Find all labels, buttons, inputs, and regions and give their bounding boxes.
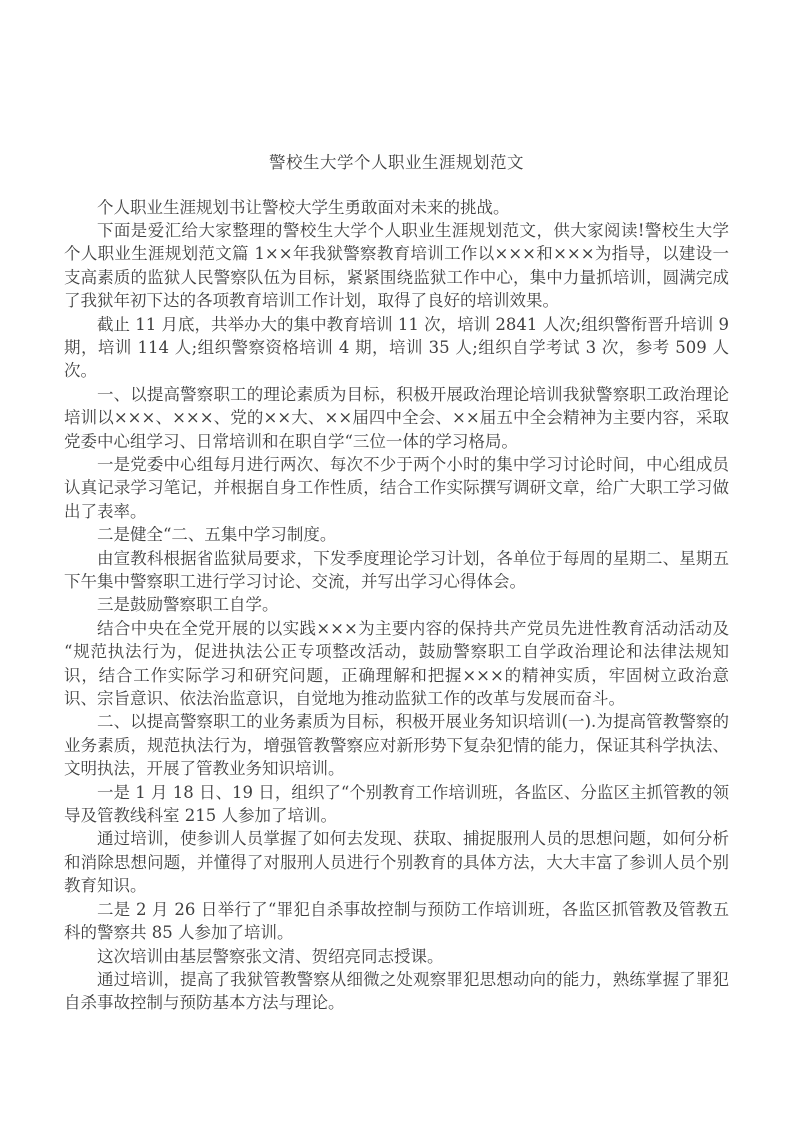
paragraph-point-1-3: 三是鼓励警察职工自学。 [97,595,279,615]
document-body [64,196,729,1015]
paragraph-section-2: 二、以提高警察职工的业务素质为目标，积极开展业务知识培训(一).为提高管教警察的业务素质，规范执法行为，增强管教警察应对新形势下复杂犯情的能力，保证其科学执法、文明执法，开展了管教业务知识培训。 [64,712,729,779]
document-title: 警校生大学个人职业生涯规划范文 [269,153,524,172]
paragraph-point-2-2a: 这次培训由基层警察张文清、贺绍亮同志授课。 [97,946,444,966]
paragraph-intro: 个人职业生涯规划书让警校大学生勇敢面对未来的挑战。 [97,197,510,217]
paragraph-point-2-2: 二是 2 月 26 日举行了“罪犯自杀事故控制与预防工作培训班，各监区抓管教及管教五科的警察共 85 人参加了培训。 [64,899,729,943]
paragraph-point-2-1a: 通过培训，使参训人员掌握了如何去发现、获取、捕捉服刑人员的思想问题，如何分析和消除思想问题，并懂得了对服刑人员进行个别教育的具体方法，大大丰富了参训人员个别教育知识。 [64,829,729,896]
paragraph-point-2-1: 一是 1 月 18 日、19 日，组织了“个别教育工作培训班，各监区、分监区主抓管教的领导及管教线科室 215 人参加了培训。 [64,782,729,826]
paragraph-point-1-2: 二是健全“二、五集中学习制度。 [97,525,337,545]
paragraph-point-1-2a: 由宣教科根据省监狱局要求，下发季度理论学习计划，各单位于每周的星期二、星期五下午集中警察职工进行学习讨论、交流，并写出学习心得体会。 [64,548,729,591]
paragraph-statistics: 截止 11 月底，共举办大的集中教育培训 11 次，培训 2841 人次;组织警衔晋升培训 9 期，培训 114 人;组织警察资格培训 4 期，培训 35 人;组织自学考试 3 次，参考 509 人次。 [64,314,729,381]
paragraph-point-1-3a: 结合中央在全党开展的以实践×××为主要内容的保持共产党员先进性教育活动活动及“规范执法行为，促进执法公正专项整改活动，鼓励警察职工自学政治理论和法律法规知识，结合工作实际学习和研究问题，正确理解和把握×××的精神实质，牢固树立政治意识、宗旨意识、依法治监意识，自觉地为推动监狱工作的改革与发展而奋斗。 [64,618,729,709]
paragraph-point-2-2b: 通过培训，提高了我狱管教警察从细微之处观察罪犯思想动向的能力，熟练掌握了罪犯自杀事故控制与预防基本方法与理论。 [64,969,729,1013]
paragraph-preface: 下面是爱汇给大家整理的警校生大学个人职业生涯规划范文，供大家阅读!警校生大学个人职业生涯规划范文篇 1××年我狱警察教育培训工作以×××和×××为指导，以建设一支高素质的监狱人民警察队伍为目标，紧紧围绕监狱工作中心，集中力量抓培训，圆满完成了我狱年初下达的各项教育培训工作计划，取得了良好的培训效果。 [64,220,729,311]
paragraph-point-1-1: 一是党委中心组每月进行两次、每次不少于两个小时的集中学习讨论时间，中心组成员认真记录学习笔记，并根据自身工作性质，结合工作实际撰写调研文章，给广大职工学习做出了表率。 [64,454,729,521]
paragraph-section-1: 一、以提高警察职工的理论素质为目标，积极开展政治理论培训我狱警察职工政治理论培训以×××、×××、党的××大、××届四中全会、××届五中全会精神为主要内容，采取党委中心组学习、日常培训和在职自学“三位一体的学习格局。 [64,384,729,451]
